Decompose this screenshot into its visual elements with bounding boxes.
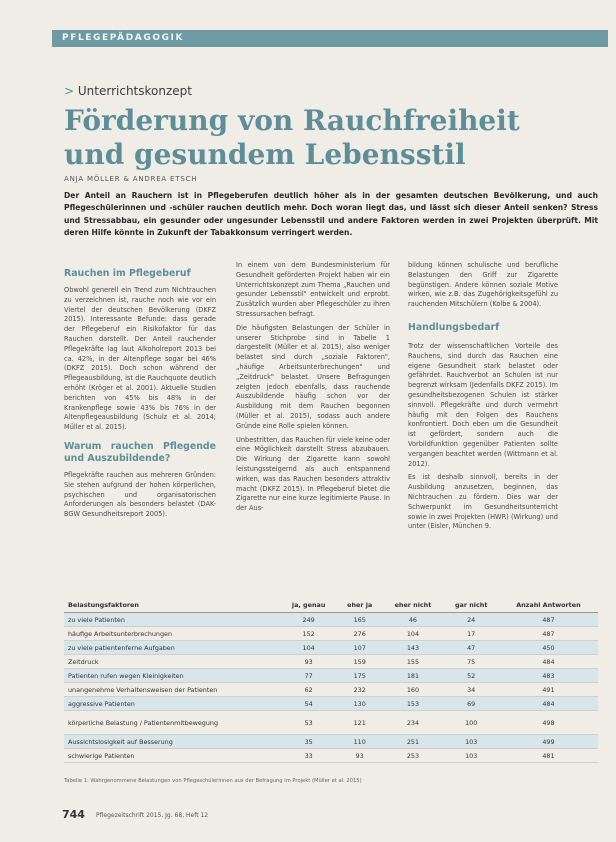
table-row [64,683,598,697]
table-cell: 143 [382,641,443,655]
column-header: eher nicht [382,598,443,613]
table-cell: 93 [337,749,382,763]
table-cell: 34 [444,683,499,697]
table-cell: 483 [499,669,598,683]
table-row [64,641,598,655]
table-cell: 69 [444,697,499,711]
subheading-why-smoke: Warum rauchen Pflegende und Auszubildende? [64,440,216,464]
table-cell: 276 [337,627,382,641]
table-caption: Tabelle 1: Wahrgenommene Belastungen von Pflegeschülerinnen aus der Befragung im Projekt (Müller et al. 2015) [64,778,362,784]
table-cell: 121 [337,711,382,735]
table-cell: unangenehme Verhaltensweisen der Patienten [64,683,280,697]
table-row [64,697,598,711]
table-cell: 17 [444,627,499,641]
table-cell: 110 [337,735,382,749]
subheading-need-for-action: Handlungsbedarf [408,321,500,333]
table-cell: 249 [280,613,337,627]
table-cell: 93 [280,655,337,669]
table-cell: 33 [280,749,337,763]
table-row [64,749,598,763]
table-cell: 54 [280,697,337,711]
table-cell: 487 [499,627,598,641]
table-cell: 450 [499,641,598,655]
table-cell: 75 [444,655,499,669]
article-title: Förderung von Rauchfreiheit und gesundem Lebensstil [64,104,520,171]
paragraph: In einem von dem Bundesministerium für Gesundheit geförderten Projekt haben wir ein Unterrichtskonzept zum Thema „Rauchen und gesunder Lebensstil" entwickelt und erprobt. Zusätzlich wurden aber Pflegeschüler zu ihren Stressursachen befragt. [236,261,390,318]
article-authors: ANJA MÖLLER & ANDREA ETSCH [64,175,198,183]
table-cell: aggressive Patienten [64,697,280,711]
table-cell: 499 [499,735,598,749]
column-header: ja, genau [280,598,337,613]
table-cell: 152 [280,627,337,641]
stress-factors-table [64,598,598,763]
paragraph: Trotz der wissenschaftlichen Vorteile des Rauchens, sind durch das Rauchen eine eigene Gesundheit stark belastet oder gefährdet. Rauchverbot an Schulen ist nur begrenzt wirksam (Jedenfalls DKFZ 2015). Im gesundheitsbezogenen Schulen ist stärker sinnvoll. Pflegekräfte und durch vermehrt häufig mit den Folgen des Rauchens konfrontiert. Doch eben um die Gesundheit ist gefördert, sondern auch die Vorbildfunktion gegenüber Patienten sollte vergangen beachtet werden (Wittmann et al. 2012). [408,341,558,468]
table-cell: 53 [280,711,337,735]
table-cell: 103 [444,735,499,749]
table-row [64,613,598,627]
table-cell: schwierige Patienten [64,749,280,763]
table-cell: zu viele Patienten [64,613,280,627]
table-cell: körperliche Belastung / Patientenmitbewegung [64,711,280,735]
paragraph: Es ist deshalb sinnvoll, bereits in der Ausbildung anzusetzen, beginnen, das Nichtrauchen zu fördern. Dies war der Schwerpunkt im Gesundheitsunterricht sowie in zwei Projekten (HWR) (Wirkung) und unter (Eisler, München 9. [408,473,558,531]
table-row [64,627,598,641]
data-table [64,598,598,763]
table-cell: 487 [499,613,598,627]
subheading-smoking-in-nursing: Rauchen im Pflegeberuf [64,268,191,279]
column-header: Belastungsfaktoren [64,598,280,613]
table-row [64,655,598,669]
table-cell: 35 [280,735,337,749]
table-row [64,669,598,683]
table-row [64,711,598,735]
table-cell: Zeitdruck [64,655,280,669]
table-cell: 52 [444,669,499,683]
text-column-2 [236,261,390,518]
table-row [64,735,598,749]
page-number: 744 [62,808,85,821]
table-cell: 46 [382,613,443,627]
table-cell: 175 [337,669,382,683]
table-cell: 100 [444,711,499,735]
table-cell: 234 [382,711,443,735]
table-cell: 253 [382,749,443,763]
table-cell: 160 [382,683,443,697]
kicker-text: Unterrichtskonzept [77,84,192,98]
table-cell: 24 [444,613,499,627]
table-cell: 155 [382,655,443,669]
table-cell: 153 [382,697,443,711]
table-cell: 107 [337,641,382,655]
column-header: eher ja [337,598,382,613]
table-cell: 103 [444,749,499,763]
paragraph: Unbestritten, das Rauchen für viele keine oder eine Möglichkeit darstellt Stress abzubauen. Die Wirkung der Zigarette kann sowohl leistungssteigernd als auch entspannend wirken, was das Rauchen besonders attraktiv macht (DKFZ 2015). In Pflegeberuf bietet die Zigarette nur eine kurze legitimierte Pause. In der Aus- [236,435,390,513]
table-cell: 62 [280,683,337,697]
table-cell: 181 [382,669,443,683]
table-cell: 159 [337,655,382,669]
text-column-3 [408,261,558,536]
table-cell: 104 [280,641,337,655]
section-label: PFLEGEPÄDAGOGIK [62,33,185,43]
text-column-1 [64,266,216,524]
column-header: gar nicht [444,598,499,613]
paragraph: Pflegekräfte rauchen aus mehreren Gründen: Sie stehen aufgrund der hohen körperlichen, psychischen und organisatorischen Anforderungen als besonders belastet (DAK-BGW Gesundheitsreport 2005). [64,470,216,519]
table-cell: 481 [499,749,598,763]
table-cell: 47 [444,641,499,655]
table-cell: 484 [499,655,598,669]
table-cell: Patienten rufen wegen Kleinigkeiten [64,669,280,683]
paragraph: Obwohl generell ein Trend zum Nichtrauchen zu verzeichnen ist, rauche noch wie vor ein Viertel der deutschen Bevölkerung (DKFZ 2015). Interessante Befunde: dass gerade der Pflegeberuf ein Risikofaktor für das Rauchen darstellt. Der Anteil rauchender Pflegekräfte lag laut Alkoholreport 2013 bei ca. 42%, in der Altenpflege sogar bei 46% (DKFZ 2015). Doch schon während der Pflegeausbildung, ist die Rauchquote deutlich erhöht (Kröger et al. 2001). Aktuelle Studien berichten von 45% bis 48% in der Krankenpflege sowie 43% bis 76% in der Altenpflegeausbildung (Schulz et al. 2014; Müller et al. 2015). [64,286,216,432]
table-cell: Aussichtslosigkeit auf Besserung [64,735,280,749]
article-lead: Der Anteil an Rauchern ist in Pflegeberufen deutlich höher als in der gesamten deutschen Bevölkerung, und auch Pflegeschülerinnen und -schüler rauchen deutlich mehr. Doch woran liegt das, und lässt sich dieser Anteil senken? Stress und Stressabbau, ein gesunder oder ungesunder Lebensstil und andere Faktoren werden in zwei Projekten überprüft. Mit deren Hilfe könnte in Zukunft der Tabakkonsum verringert werden. [64,191,598,238]
table-cell: 165 [337,613,382,627]
table-cell: 77 [280,669,337,683]
article-kicker [64,84,192,98]
chevron-right-icon: > [64,84,75,98]
table-cell: 484 [499,697,598,711]
column-header: Anzahl Antworten [499,598,598,613]
table-cell: 491 [499,683,598,697]
table-header-row [64,598,598,613]
table-cell: 498 [499,711,598,735]
table-cell: 232 [337,683,382,697]
table-cell: 104 [382,627,443,641]
table-cell: 130 [337,697,382,711]
paragraph: Die häufigsten Belastungen der Schüler in unserer Stichprobe sind in Tabelle 1 dargestellt (Müller et al. 2015), also weniger belastet sind durch „soziale Faktoren", „häufige Arbeitsunterbrechungen" und „Zeitdruck" belastet. Unsere Befragungen zeigten jedoch ebenfalls, dass rauchende Auszubildende häufig schon vor der Ausbildung mit dem Rauchen begonnen (Müller et al. 2015), sodass auch andere Gründe eine Rolle spielen können. [236,323,390,430]
table-cell: zu viele patientenferne Aufgaben [64,641,280,655]
table-cell: häufige Arbeitsunterbrechungen [64,627,280,641]
paragraph: bildung können schulische und berufliche Belastungen den Griff zur Zigarette begünstigen. Andere können soziale Motive wirken, wie z.B. das Zugehörigkeitsgefühl zu rauchenden Mitschülern (Kolbe & 2004). [408,261,558,309]
journal-reference: Pflegezeitschrift 2015, Jg. 68, Heft 12 [96,812,209,819]
table-cell: 251 [382,735,443,749]
